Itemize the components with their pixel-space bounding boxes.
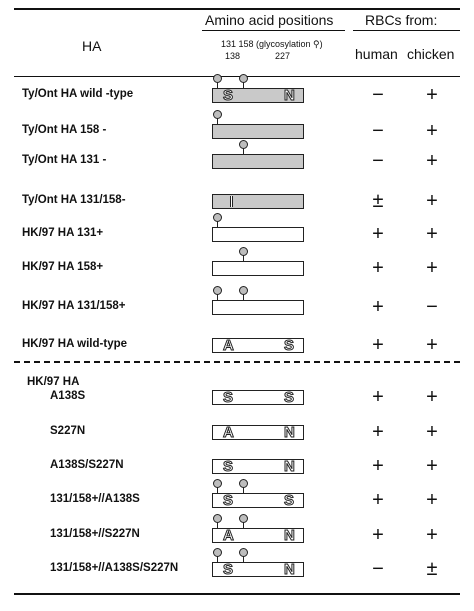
row-label: HK/97 HA 131+ xyxy=(22,227,104,239)
residue-138: A xyxy=(223,527,234,544)
glycosylation-158-icon xyxy=(239,140,248,149)
ha-protein-bar xyxy=(212,493,304,508)
chicken-rbc-result: + xyxy=(426,257,438,279)
ha-protein-bar xyxy=(212,528,304,543)
row-label: Ty/Ont HA 131/158- xyxy=(22,194,126,206)
residue-227: N xyxy=(284,87,295,104)
residue-138: A xyxy=(223,337,234,354)
human-header: human xyxy=(355,46,398,62)
chicken-rbc-result: ± xyxy=(426,558,438,580)
human-rbc-result: − xyxy=(372,558,384,580)
bottom-rule xyxy=(14,593,460,595)
glycosylation-158-icon xyxy=(239,548,248,557)
residue-227: S xyxy=(284,337,295,354)
amino-acid-underline xyxy=(202,30,345,31)
ha-protein-bar xyxy=(212,459,304,474)
residue-227: N xyxy=(284,527,295,544)
chicken-rbc-result: + xyxy=(426,489,438,511)
human-rbc-result: + xyxy=(372,334,384,356)
top-rule xyxy=(14,8,460,10)
human-rbc-result: + xyxy=(372,296,384,318)
rbcs-header: RBCs from: xyxy=(365,12,438,28)
glycosylation-131-icon xyxy=(213,74,222,83)
row-label: HK/97 HA 158+ xyxy=(22,261,104,273)
row-label: Ty/Ont HA 131 - xyxy=(22,154,107,166)
ha-protein-bar xyxy=(212,338,304,353)
glycosylation-131-icon xyxy=(213,213,222,222)
human-rbc-result: + xyxy=(372,223,384,245)
chicken-rbc-result: + xyxy=(426,150,438,172)
human-rbc-result: − xyxy=(372,84,384,106)
residue-227: N xyxy=(284,424,295,441)
ha-protein-bar xyxy=(212,425,304,440)
residue-227: N xyxy=(284,458,295,475)
pos-138-label: 138 xyxy=(225,51,241,61)
row-label: 131/158+//A138S xyxy=(50,493,140,505)
human-rbc-result: + xyxy=(372,524,384,546)
chicken-rbc-result: + xyxy=(426,524,438,546)
chicken-rbc-result: + xyxy=(426,386,438,408)
ha-protein-bar xyxy=(212,88,304,103)
row-label: A138S xyxy=(50,390,86,402)
human-rbc-result: − xyxy=(372,150,384,172)
ha-header: HA xyxy=(82,38,102,54)
chicken-rbc-result: + xyxy=(426,120,438,142)
row-label: HK/97 HA 131/158+ xyxy=(22,300,126,312)
residue-138: S xyxy=(223,458,234,475)
row-label: S227N xyxy=(50,425,86,437)
glycosylation-131-icon xyxy=(213,514,222,523)
glycosylation-158-icon xyxy=(239,247,248,256)
residue-138: A xyxy=(223,424,234,441)
human-rbc-result: − xyxy=(372,120,384,142)
human-rbc-result: ± xyxy=(372,190,384,212)
residue-227: S xyxy=(284,492,295,509)
human-rbc-result: + xyxy=(372,421,384,443)
ha-protein-bar xyxy=(212,261,304,276)
human-rbc-result: + xyxy=(372,455,384,477)
glycosylation-131-icon xyxy=(213,479,222,488)
row-label: Ty/Ont HA wild -type xyxy=(22,88,134,100)
residue-138: S xyxy=(223,492,234,509)
chicken-header: chicken xyxy=(407,46,455,62)
amino-acid-header: Amino acid positions xyxy=(205,12,334,28)
positions-line: 131 158 (glycosylation ⚲) xyxy=(221,39,323,49)
glycosylation-131-icon xyxy=(213,548,222,557)
residue-227: S xyxy=(284,389,295,406)
ha-protein-bar xyxy=(212,227,304,242)
human-rbc-result: + xyxy=(372,257,384,279)
glycosylation-131-icon xyxy=(213,110,222,119)
glycosylation-131-icon xyxy=(213,286,222,295)
chicken-rbc-result: + xyxy=(426,223,438,245)
chicken-rbc-result: + xyxy=(426,84,438,106)
chicken-rbc-result: + xyxy=(426,190,438,212)
glycosylation-158-icon xyxy=(239,74,248,83)
row-label: 131/158+//S227N xyxy=(50,528,140,540)
human-rbc-result: + xyxy=(372,386,384,408)
ha-protein-bar xyxy=(212,154,304,169)
residue-138: S xyxy=(223,87,234,104)
rbcs-underline xyxy=(353,30,460,31)
residue-138: S xyxy=(223,389,234,406)
section-label-hk97: HK/97 HA xyxy=(27,376,80,388)
glycosylation-158-icon xyxy=(239,479,248,488)
header-rule xyxy=(14,76,460,77)
row-label: 131/158+//A138S/S227N xyxy=(50,562,179,574)
deletion-mark xyxy=(230,196,233,207)
row-label: A138S/S227N xyxy=(50,459,124,471)
ha-protein-bar xyxy=(212,562,304,577)
row-label: Ty/Ont HA 158 - xyxy=(22,124,107,136)
ha-protein-bar xyxy=(212,300,304,315)
pos-227-label: 227 xyxy=(275,51,291,61)
ha-protein-bar xyxy=(212,194,304,209)
chicken-rbc-result: + xyxy=(426,421,438,443)
dashed-separator xyxy=(14,361,460,363)
human-rbc-result: + xyxy=(372,489,384,511)
ha-protein-bar xyxy=(212,124,304,139)
glycosylation-158-icon xyxy=(239,514,248,523)
chicken-rbc-result: + xyxy=(426,455,438,477)
chicken-rbc-result: + xyxy=(426,334,438,356)
ha-protein-bar xyxy=(212,390,304,405)
row-label: HK/97 HA wild-type xyxy=(22,338,128,350)
glycosylation-158-icon xyxy=(239,286,248,295)
residue-227: N xyxy=(284,561,295,578)
chicken-rbc-result: − xyxy=(426,296,438,318)
residue-138: S xyxy=(223,561,234,578)
